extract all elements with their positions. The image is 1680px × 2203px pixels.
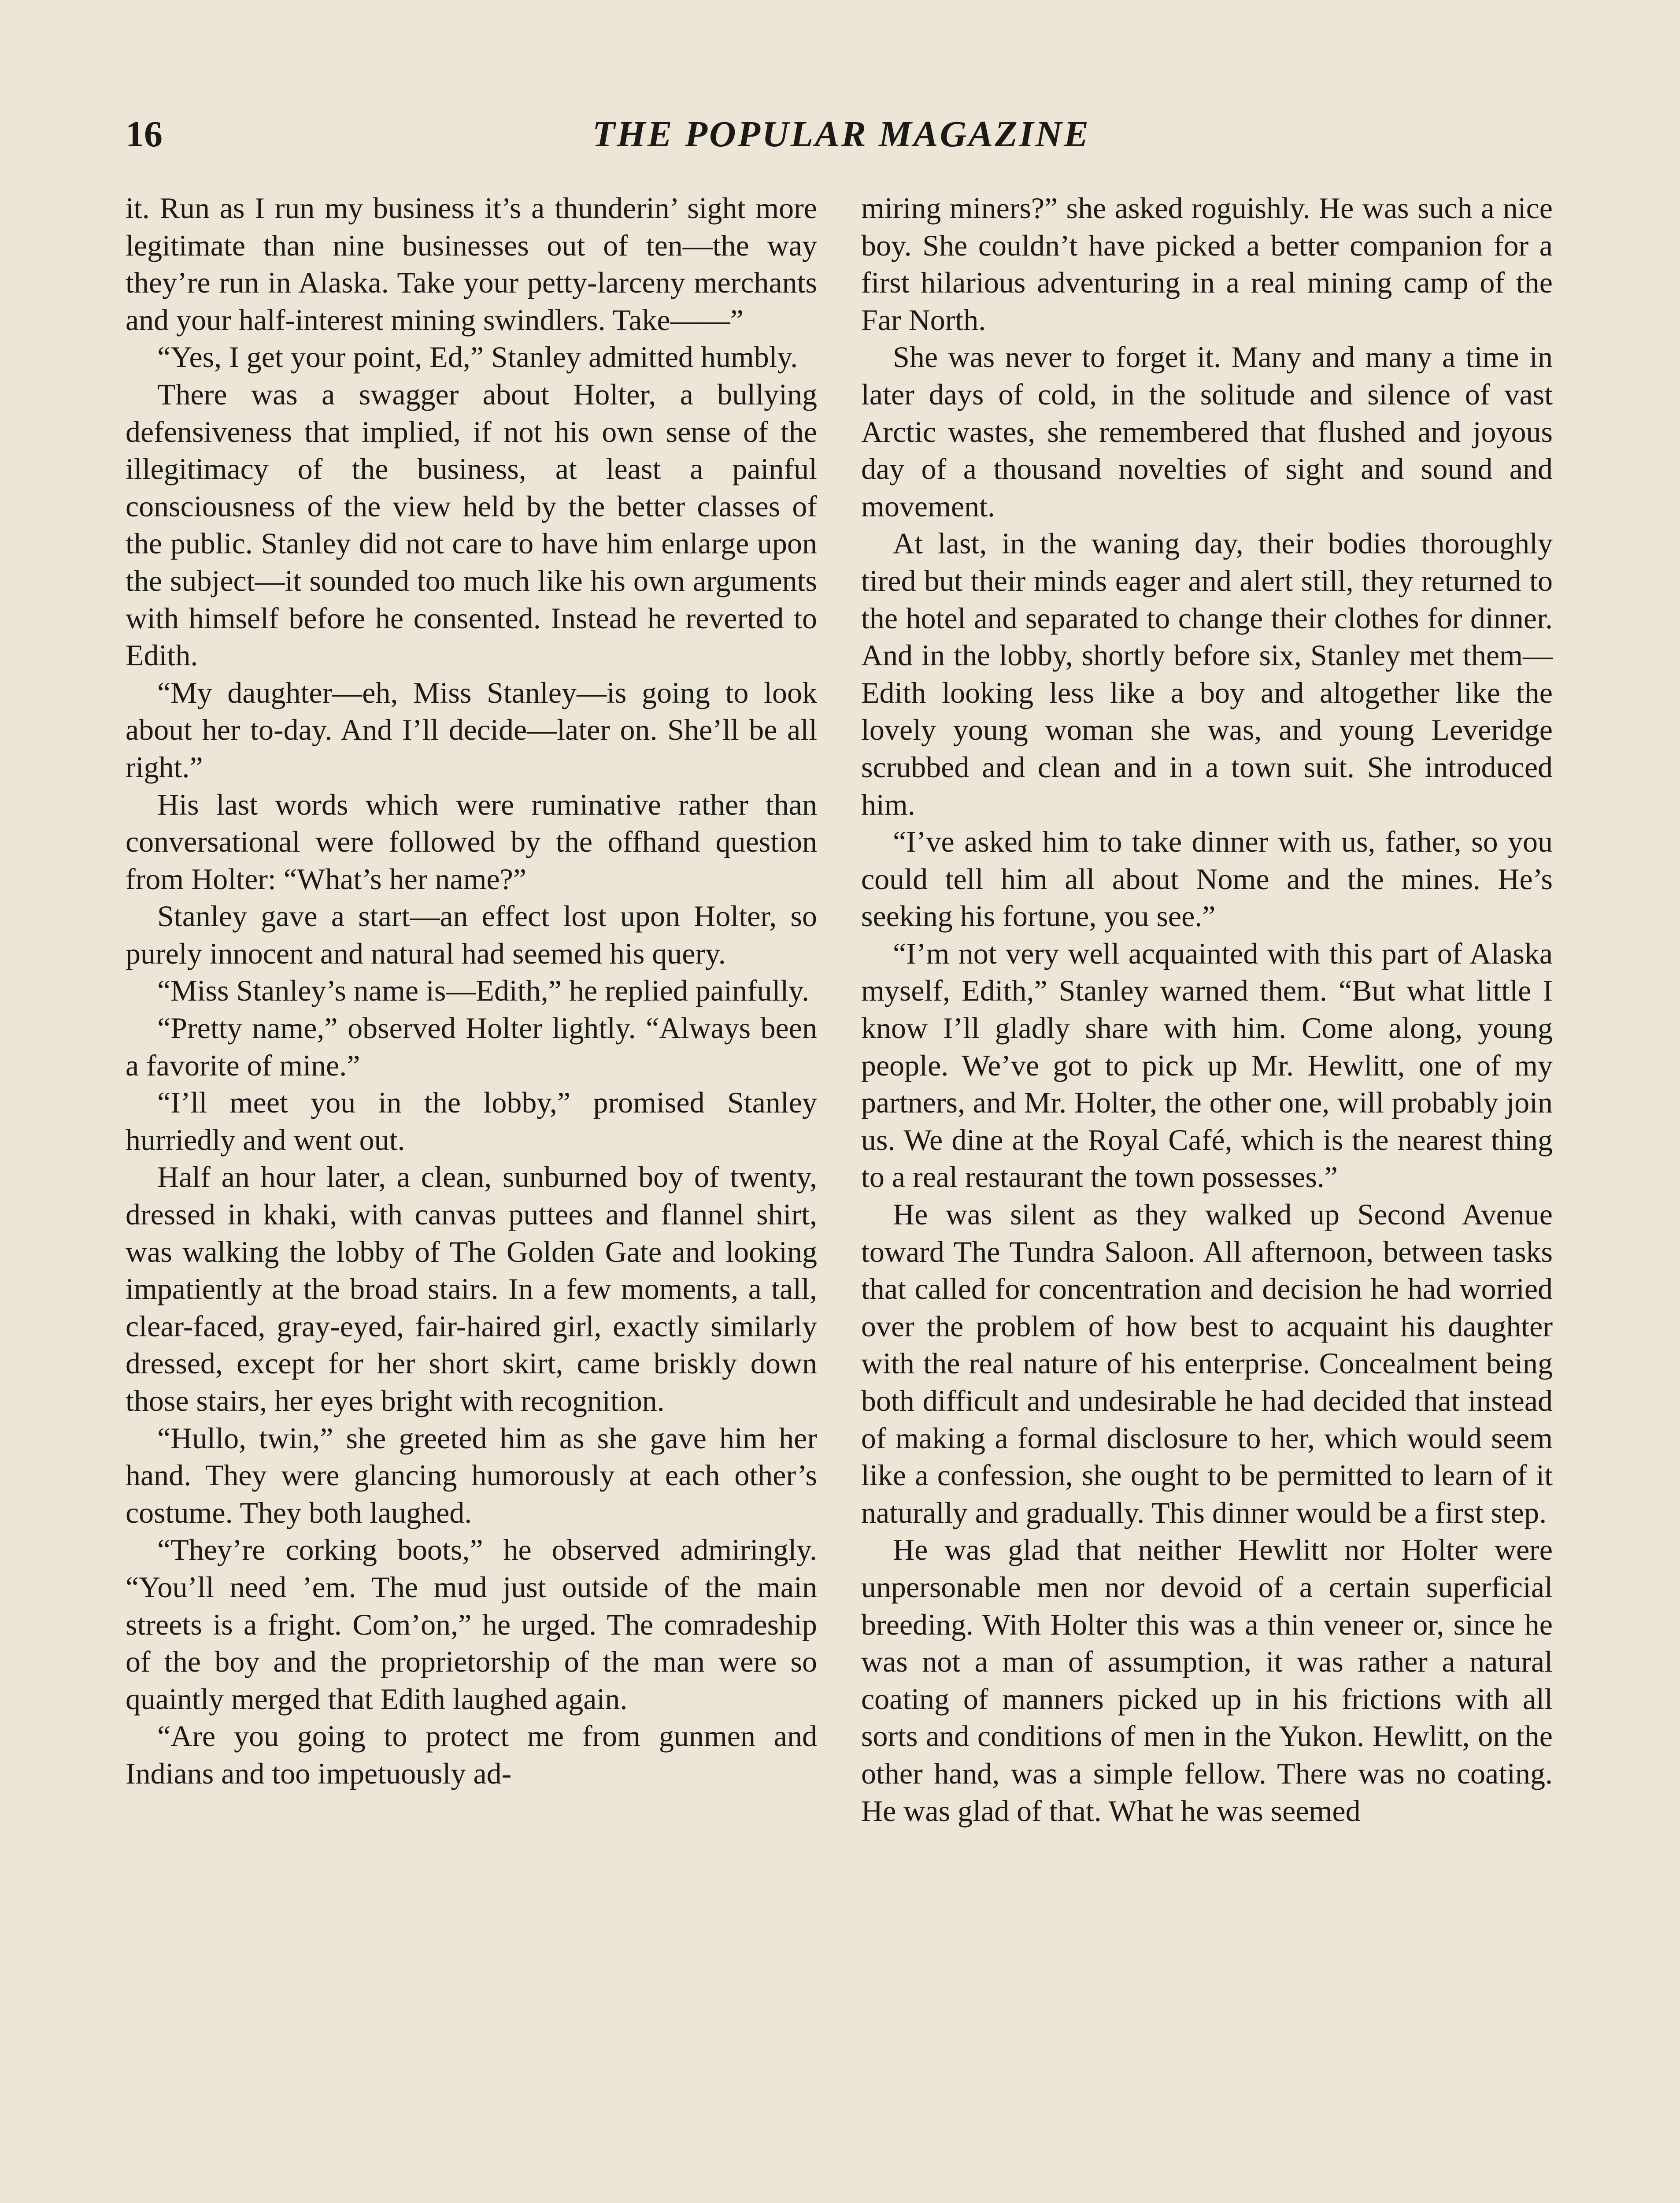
paragraph: “Hullo, twin,” she greeted him as she gave him her hand. They were glancing humorously at each other’s costume. They both laughed.	[126, 1421, 817, 1529]
paragraph: He was silent as they walked up Second Avenue toward The Tundra Saloon. All afternoon, between tasks that called for concentration and decision he had worried over the problem of how best to acquaint his daughter with the real nature of his enterprise. Concealment being both difficult and undesirable he had decided that instead of making a formal disclosure to her, which would seem like a confession, she ought to be permitted to learn of it naturally and gradually. This dinner would be a first step.	[861, 1198, 1553, 1529]
paragraph: “I’ll meet you in the lobby,” promised Stanley hurriedly and went out.	[126, 1086, 817, 1157]
paragraph: At last, in the waning day, their bodies thoroughly tired but their minds eager and alert still, they returned to the hotel and separated to change their clothes for dinner. And in the lobby, shortly before six, Stanley met them—Edith looking less like a boy and altogether like the lovely young woman she was, and young Leveridge scrubbed and clean and in a town suit. She introduced him.	[861, 527, 1553, 821]
paragraph: He was glad that neither Hewlitt nor Holter were unpersonable men nor devoid of a certain superficial breeding. With Holter this was a thin veneer or, since he was not a man of assumption, it was rather a natural coating of manners picked up in his frictions with all sorts and conditions of men in the Yukon. Hewlitt, on the other hand, was a simple fellow. There was no coating. He was glad of that. What he was seemed	[861, 1533, 1553, 1828]
paragraph: “They’re corking boots,” he observed admiringly. “You’ll need ’em. The mud just outside of the main streets is a fright. Com’on,” he urged. The comradeship of the boy and the proprietorship of the man were so quaintly merged that Edith laughed again.	[126, 1533, 817, 1716]
paragraph: “Yes, I get your point, Ed,” Stanley admitted humbly.	[157, 340, 798, 374]
right-column	[861, 189, 1553, 2203]
paragraph: “Pretty name,” observed Holter lightly. “Always been a favorite of mine.”	[126, 1011, 817, 1082]
paragraph: “Are you going to protect me from gunmen and Indians and too impetuously ad-	[126, 1719, 817, 1790]
paragraph: it. Run as I run my business it’s a thunderin’ sight more legitimate than nine businesses out of ten—the way they’re run in Alaska. Take your petty-larceny merchants and your half-interest mining swindlers. Take——”	[126, 191, 817, 337]
paragraph: Half an hour later, a clean, sunburned boy of twenty, dressed in khaki, with canvas puttees and flannel shirt, was walking the lobby of The Golden Gate and looking impatiently at the broad stairs. In a few moments, a tall, clear-faced, gray-eyed, fair-haired girl, exactly similarly dressed, except for her short skirt, came briskly down those stairs, her eyes bright with recognition.	[126, 1160, 817, 1417]
paragraph: miring miners?” she asked roguishly. He was such a nice boy. She couldn’t have picked a better companion for a first hilarious adventuring in a real mining camp of the Far North.	[861, 191, 1553, 337]
running-head: THE POPULAR MAGAZINE	[592, 114, 1091, 155]
paragraph: “I’m not very well acquainted with this part of Alaska myself, Edith,” Stanley warned them. “But what little I know I’ll gladly share with him. Come along, young people. We’ve got to pick up Mr. Hewlitt, one of my partners, and Mr. Holter, the other one, will probably join us. We dine at the Royal Café, which is the nearest thing to a real restaurant the town possesses.”	[861, 936, 1553, 1194]
paragraph: She was never to forget it. Many and many a time in later days of cold, in the solitude and silence of vast Arctic wastes, she remembered that flushed and joyous day of a thousand novelties of sight and sound and movement.	[861, 340, 1553, 523]
paragraph: “Miss Stanley’s name is—Edith,” he replied painfully.	[157, 974, 809, 1008]
page-header	[126, 110, 1557, 159]
paragraph: His last words which were ruminative rather than conversational were followed by the offhand question from Holter: “What’s her name?”	[126, 787, 817, 896]
paragraph: There was a swagger about Holter, a bullying defensiveness that implied, if not his own sense of the illegitimacy of the business, at least a painful consciousness of the view held by the better classes of the public. Stanley did not care to have him enlarge upon the subject—it sounded too much like his own arguments with himself before he consented. Instead he reverted to Edith.	[126, 377, 817, 672]
paragraph: Stanley gave a start—an effect lost upon Holter, so purely innocent and natural had seemed his query.	[126, 899, 817, 970]
paragraph: “I’ve asked him to take dinner with us, father, so you could tell him all about Nome and the mines. He’s seeking his fortune, you see.”	[861, 825, 1553, 933]
left-column	[126, 189, 817, 2203]
page-number: 16	[126, 114, 163, 155]
paragraph: “My daughter—eh, Miss Stanley—is going to look about her to-day. And I’ll decide—later on. She’ll be all right.”	[126, 675, 817, 784]
